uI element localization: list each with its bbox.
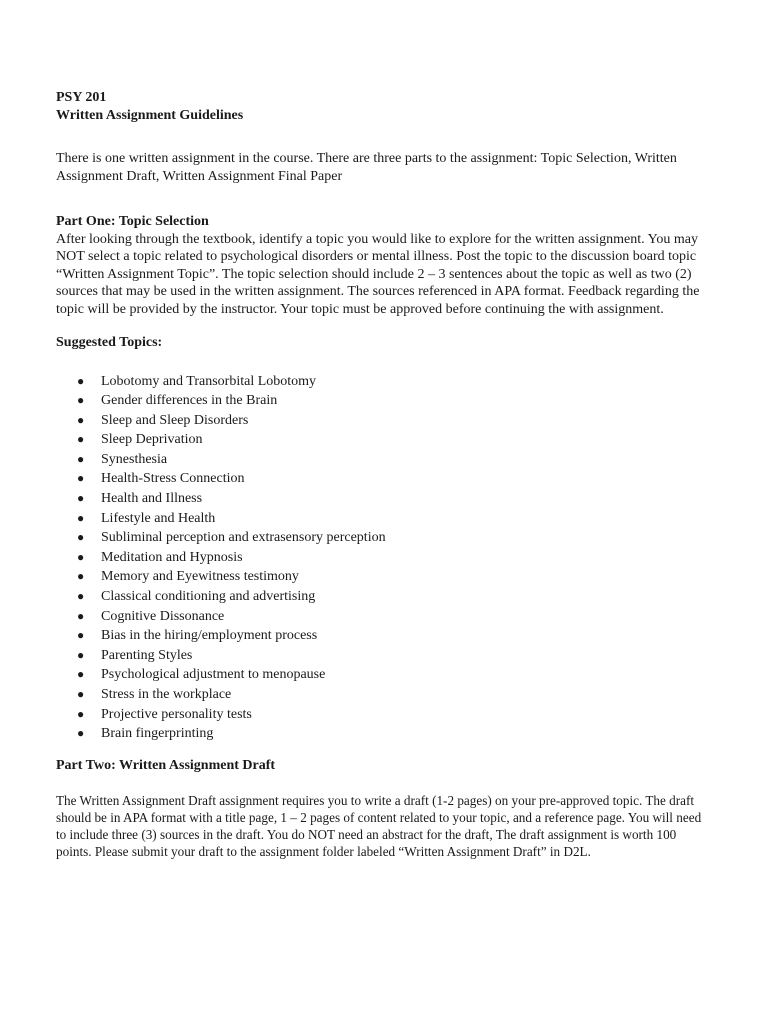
bullet-icon: ● <box>77 510 85 525</box>
topic-label: Cognitive Dissonance <box>101 608 225 624</box>
bullet-icon: ● <box>77 589 85 604</box>
topic-label: Lifestyle and Health <box>101 510 216 526</box>
suggested-topics-list <box>56 372 710 744</box>
bullet-icon: ● <box>77 569 85 584</box>
topic-label: Parenting Styles <box>101 647 193 663</box>
topic-label: Health-Stress Connection <box>101 471 245 487</box>
bullet-icon: ● <box>77 393 85 408</box>
part-two-heading: Part Two: Written Assignment Draft <box>56 757 276 773</box>
list-item <box>56 685 710 705</box>
list-item <box>56 489 710 509</box>
list-item <box>56 607 710 627</box>
list-item <box>56 665 710 685</box>
bullet-icon: ● <box>77 491 85 506</box>
list-item <box>56 567 710 587</box>
bullet-icon: ● <box>77 667 85 682</box>
bullet-icon: ● <box>77 471 85 486</box>
bullet-icon: ● <box>77 373 85 388</box>
topic-label: Health and Illness <box>101 491 203 507</box>
list-item <box>56 372 710 392</box>
list-item <box>56 548 710 568</box>
part-two-body: The Written Assignment Draft assignment requires you to write a draft (1-2 pages) on your pre-approved topic. The draft should be in APA format with a title page, 1 – 2 pages of content related to your topic, and a reference page. You will need to include three (3) sources in the draft. You do NOT need an abstract for the draft, The draft assignment is worth 100 points. Please submit your draft to the assignment folder labeled “Written Assignment Draft” in D2L. <box>56 793 702 860</box>
list-item <box>56 469 710 489</box>
list-item <box>56 646 710 666</box>
topic-label: Sleep and Sleep Disorders <box>101 412 249 428</box>
list-item <box>56 587 710 607</box>
topic-label: Psychological adjustment to menopause <box>101 667 326 683</box>
list-item <box>56 391 710 411</box>
list-item <box>56 430 710 450</box>
topic-label: Sleep Deprivation <box>101 432 203 448</box>
list-item <box>56 509 710 529</box>
topic-label: Bias in the hiring/employment process <box>101 628 318 644</box>
bullet-icon: ● <box>77 549 85 564</box>
topic-label: Lobotomy and Transorbital Lobotomy <box>101 373 317 389</box>
topic-label: Brain fingerprinting <box>101 726 214 742</box>
bullet-icon: ● <box>77 647 85 662</box>
bullet-icon: ● <box>77 726 85 741</box>
list-item <box>56 626 710 646</box>
course-code: PSY 201 <box>56 90 107 105</box>
part-one-body: After looking through the textbook, identify a topic you would like to explore for the written assignment. You may NOT select a topic related to psychological disorders or mental illness. Post the topic to the discussion board topic “Written Assignment Topic”. The topic selection should include 2 – 3 sentences about the topic as well as two (2) sources that may be used in the written assignment. The sources referenced in APA format. Feedback regarding the topic will be provided by the instructor. Your topic must be approved before continuing the with assignment. <box>56 231 700 317</box>
topic-label: Projective personality tests <box>101 706 252 722</box>
bullet-icon: ● <box>77 706 85 721</box>
topic-label: Stress in the workplace <box>101 687 232 702</box>
topic-label: Classical conditioning and advertising <box>101 589 316 605</box>
topic-label: Gender differences in the Brain <box>101 393 278 409</box>
topic-label: Meditation and Hypnosis <box>101 549 243 565</box>
bullet-icon: ● <box>77 687 85 701</box>
list-item <box>56 450 710 470</box>
bullet-icon: ● <box>77 451 85 466</box>
document-content <box>56 89 710 860</box>
intro-paragraph: There is one written assignment in the course. There are three parts to the assignment: Topic Selection, Written Assignment Draft, Written Assignment Final Paper <box>56 151 677 184</box>
bullet-icon: ● <box>77 412 85 427</box>
bullet-icon: ● <box>77 628 85 643</box>
part-one-heading: Part One: Topic Selection <box>56 214 209 229</box>
bullet-icon: ● <box>77 608 85 623</box>
list-item <box>56 724 710 744</box>
topic-label: Memory and Eyewitness testimony <box>101 569 299 585</box>
bullet-icon: ● <box>77 432 85 447</box>
suggested-topics-heading: Suggested Topics: <box>56 335 163 350</box>
document-title: Written Assignment Guidelines <box>56 108 244 123</box>
list-item <box>56 705 710 725</box>
topic-label: Subliminal perception and extrasensory perception <box>101 530 386 546</box>
topic-label: Synesthesia <box>101 451 168 467</box>
list-item <box>56 528 710 548</box>
bullet-icon: ● <box>77 530 85 545</box>
list-item <box>56 411 710 431</box>
